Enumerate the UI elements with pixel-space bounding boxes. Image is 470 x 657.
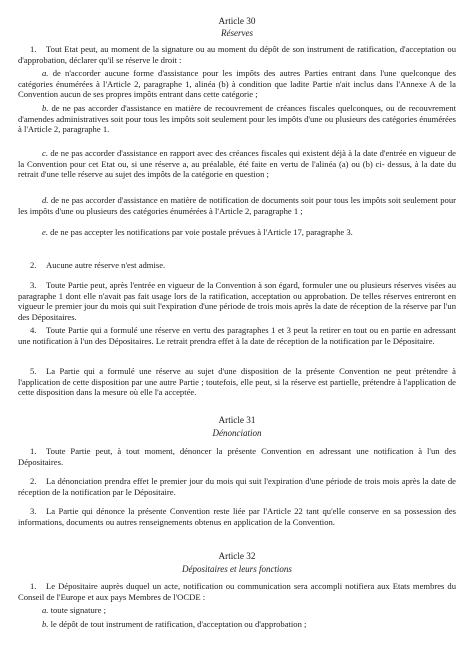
paragraph-number: 1. xyxy=(30,44,37,54)
article-32-item-a xyxy=(18,605,456,616)
paragraph-number: 3. xyxy=(30,506,37,516)
paragraph-text: Toute Partie peut, à tout moment, dénoncer la présente Convention en adressant une notification à l'un des Dépositaires. xyxy=(18,446,456,467)
paragraph-text: Le Dépositaire auprès duquel un acte, notification ou communication sera accompli notifiera aux Etats membres du Conseil de l'Europe et aux pays Membres de l'OCDE : xyxy=(18,581,456,602)
item-letter: a. xyxy=(42,605,49,615)
article-30-paragraph-4 xyxy=(18,325,456,346)
paragraph-number: 2. xyxy=(30,260,37,270)
article-30-item-c xyxy=(18,148,456,180)
article-30-paragraph-1 xyxy=(18,44,456,65)
item-text: toute signature ; xyxy=(50,605,106,615)
item-letter: a. xyxy=(42,68,49,78)
item-letter: b. xyxy=(42,103,49,113)
item-text: de ne pas accepter les notifications par voie postale prévues à l'Article 17, paragraphe 3. xyxy=(50,227,353,237)
paragraph-text: Toute Partie qui a formulé une réserve en vertu des paragraphes 1 et 3 peut la retirer en tout ou en partie en adressant une notification à l'un des Dépositaires. Le retrait prendra effet à la date de réception de la notification par le Dépositaire. xyxy=(18,325,456,346)
article-30-subheading: Réserves xyxy=(221,28,253,38)
paragraph-number: 2. xyxy=(30,476,37,486)
article-30-item-b xyxy=(18,103,456,135)
paragraph-number: 4. xyxy=(30,325,37,335)
item-letter: b. xyxy=(42,619,49,629)
paragraph-text: La Partie qui a formulé une réserve au sujet d'une disposition de la présente Convention ne peut prétendre à l'application de cette disposition par une autre Partie ; toutefois, elle peut, si la réserve est partielle, prétendre à l'application de cette disposition dans la mesure où elle l'a acceptée. xyxy=(18,366,456,398)
article-32-item-b xyxy=(18,619,456,630)
paragraph-text: Tout Etat peut, au moment de la signature ou au moment du dépôt de son instrument de ratification, d'acceptation ou d'approbation, déclarer qu'il se réserve le droit : xyxy=(18,44,456,65)
article-32-subheading: Dépositaires et leurs fonctions xyxy=(182,564,292,574)
paragraph-number: 1. xyxy=(30,446,37,456)
item-letter: c. xyxy=(42,148,48,158)
item-text: de n'accorder aucune forme d'assistance pour les impôts des autres Parties entrant dans l'une quelconque des catégories énumérées à l'Article 2, paragraphe 1, alinéa (b) à condition que ladite Partie n'ait inclus dans l'Annexe A de la Convention aucun de ses propres impôts entrant dans cette catégorie ; xyxy=(18,68,456,100)
article-30-paragraph-2 xyxy=(18,260,456,271)
article-30-heading: Article 30 xyxy=(218,16,256,26)
item-text: le dépôt de tout instrument de ratification, d'acceptation ou d'approbation ; xyxy=(50,619,307,629)
item-letter: e. xyxy=(42,227,48,237)
article-30-item-a xyxy=(18,68,456,100)
article-31-paragraph-3 xyxy=(18,506,456,527)
item-text: de ne pas accorder d'assistance en matière de recouvrement de créances fiscales quelconques, ou de recouvrement d'amendes administratives soit pour tous les impôts soit seulement pour les impôts d'une ou plusieurs des catégories énumérées à l'Article 2, paragraphe 1. xyxy=(18,103,456,135)
article-32-heading: Article 32 xyxy=(218,551,256,561)
article-31-paragraph-1 xyxy=(18,446,456,467)
article-31-paragraph-2 xyxy=(18,476,456,497)
article-30-item-d xyxy=(18,195,456,216)
paragraph-text: Aucune autre réserve n'est admise. xyxy=(46,260,166,270)
item-text: de ne pas accorder d'assistance en matière de notification de documents soit pour tous les impôts soit seulement pour les impôts d'une ou plusieurs des catégories énumérées à l'Article 2, paragraphe 1 ; xyxy=(18,195,456,216)
paragraph-number: 1. xyxy=(30,581,37,591)
paragraph-number: 5. xyxy=(30,366,37,376)
paragraph-number: 3. xyxy=(30,280,37,290)
article-31-subheading: Dénonciation xyxy=(212,428,262,438)
paragraph-text: La Partie qui dénonce la présente Convention reste liée par l'Article 22 tant qu'elle conserve en sa possession des informations, documents ou autres renseignements obtenus en application de la Convention. xyxy=(18,506,456,527)
paragraph-text: Toute Partie peut, après l'entrée en vigueur de la Convention à son égard, formuler une ou plusieurs réserves visées au paragraphe 1 dont elle n'avait pas fait usage lors de la ratification, acceptation ou approbation. De telles réserves entreront en vigueur le premier jour du mois qui suit l'expiration d'une période de trois mois après la date de réception de la réserve par l'un des Dépositaires. xyxy=(18,280,456,322)
item-text: de ne pas accorder d'assistance en rapport avec des créances fiscales qui existent déjà à la date d'entrée en vigueur de la Convention pour cet Etat ou, si une réserve a, au préalable, été faite en vertu de l'alinéa (a) ou (b) ci- dessus, à la date du retrait d'une telle réserve au sujet des impôts de la catégorie en question ; xyxy=(18,148,456,180)
article-32-paragraph-1 xyxy=(18,581,456,602)
article-30-paragraph-3 xyxy=(18,280,456,322)
article-30-item-e xyxy=(18,227,456,238)
article-30-paragraph-5 xyxy=(18,366,456,398)
article-31-heading: Article 31 xyxy=(218,415,256,425)
item-letter: d. xyxy=(42,195,49,205)
paragraph-text: La dénonciation prendra effet le premier jour du mois qui suit l'expiration d'une période de trois mois après la date de réception de la notification par le Dépositaire. xyxy=(18,476,456,497)
